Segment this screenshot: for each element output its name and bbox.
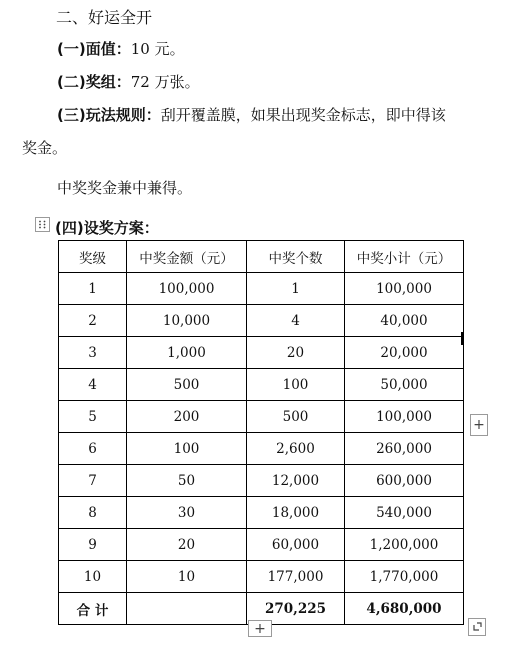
cell-amount: 100 (127, 433, 247, 465)
resize-corner-icon (472, 622, 482, 632)
table-row (59, 401, 464, 433)
cell-level: 10 (59, 561, 127, 593)
cell-count: 12,000 (247, 465, 345, 497)
column-edge-marker (461, 332, 464, 345)
cell-level: 3 (59, 337, 127, 369)
cell-subtotal: 260,000 (345, 433, 464, 465)
cell-amount: 500 (127, 369, 247, 401)
table-row (59, 497, 464, 529)
cell-amount: 100,000 (127, 273, 247, 305)
cell-count: 1 (247, 273, 345, 305)
add-column-button[interactable] (470, 414, 488, 436)
cell-subtotal: 1,770,000 (345, 561, 464, 593)
cell-subtotal: 600,000 (345, 465, 464, 497)
cell-amount: 10 (127, 561, 247, 593)
table-row (59, 369, 464, 401)
cell-level: 5 (59, 401, 127, 433)
face-value-text: 10 元。 (130, 40, 185, 58)
table-title (55, 217, 159, 238)
cell-amount: 200 (127, 401, 247, 433)
rules-continuation: 奖金。 (22, 139, 68, 157)
move-handle-icon (38, 220, 47, 229)
move-handle-icon[interactable] (35, 217, 50, 232)
section-title: 二、好运全开 (56, 8, 153, 27)
cell-count: 4 (247, 305, 345, 337)
prize-group-text: 72 万张。 (130, 73, 200, 91)
cell-level: 1 (59, 273, 127, 305)
cell-level: 9 (59, 529, 127, 561)
plus-icon: + (473, 417, 485, 433)
table-row (59, 561, 464, 593)
total-amount (127, 593, 247, 625)
cell-count: 60,000 (247, 529, 345, 561)
total-subtotal: 4,680,000 (345, 593, 464, 625)
cell-subtotal: 100,000 (345, 273, 464, 305)
add-row-button[interactable] (248, 620, 272, 637)
prize-table (58, 240, 464, 625)
cell-subtotal: 540,000 (345, 497, 464, 529)
plus-icon: + (254, 620, 266, 637)
note-text: 中奖奖金兼中兼得。 (57, 179, 193, 197)
face-value-label: (一)面值： (57, 40, 131, 58)
header-amount: 中奖金额（元） (127, 241, 247, 273)
total-label: 合 计 (59, 593, 127, 625)
table-row (59, 337, 464, 369)
rules-line (57, 104, 446, 125)
table-row (59, 465, 464, 497)
cell-level: 8 (59, 497, 127, 529)
cell-subtotal: 1,200,000 (345, 529, 464, 561)
cell-subtotal: 50,000 (345, 369, 464, 401)
cell-subtotal: 100,000 (345, 401, 464, 433)
cell-count: 177,000 (247, 561, 345, 593)
table-row (59, 305, 464, 337)
rules-label: (三)玩法规则： (57, 106, 161, 124)
cell-count: 20 (247, 337, 345, 369)
cell-amount: 30 (127, 497, 247, 529)
table-resize-handle[interactable] (468, 618, 486, 636)
cell-level: 2 (59, 305, 127, 337)
cell-amount: 50 (127, 465, 247, 497)
cell-amount: 20 (127, 529, 247, 561)
cell-count: 100 (247, 369, 345, 401)
cell-level: 4 (59, 369, 127, 401)
cell-subtotal: 40,000 (345, 305, 464, 337)
face-value-line (57, 38, 185, 59)
cell-amount: 10,000 (127, 305, 247, 337)
table-header-row (59, 241, 464, 273)
rules-text: 刮开覆盖膜，如果出现奖金标志，即中得该 (160, 106, 446, 124)
table-row (59, 273, 464, 305)
cell-count: 500 (247, 401, 345, 433)
cell-amount: 1,000 (127, 337, 247, 369)
cell-count: 2,600 (247, 433, 345, 465)
cell-level: 6 (59, 433, 127, 465)
table-row (59, 529, 464, 561)
total-count: 270,225 (247, 593, 345, 625)
table-row (59, 433, 464, 465)
header-subtotal: 中奖小计（元） (345, 241, 464, 273)
prize-group-label: (二)奖组： (57, 73, 131, 91)
cell-subtotal: 20,000 (345, 337, 464, 369)
header-count: 中奖个数 (247, 241, 345, 273)
cell-level: 7 (59, 465, 127, 497)
prize-group-line (57, 71, 200, 92)
table-title-label: (四)设奖方案： (55, 219, 159, 237)
header-level: 奖级 (59, 241, 127, 273)
cell-count: 18,000 (247, 497, 345, 529)
